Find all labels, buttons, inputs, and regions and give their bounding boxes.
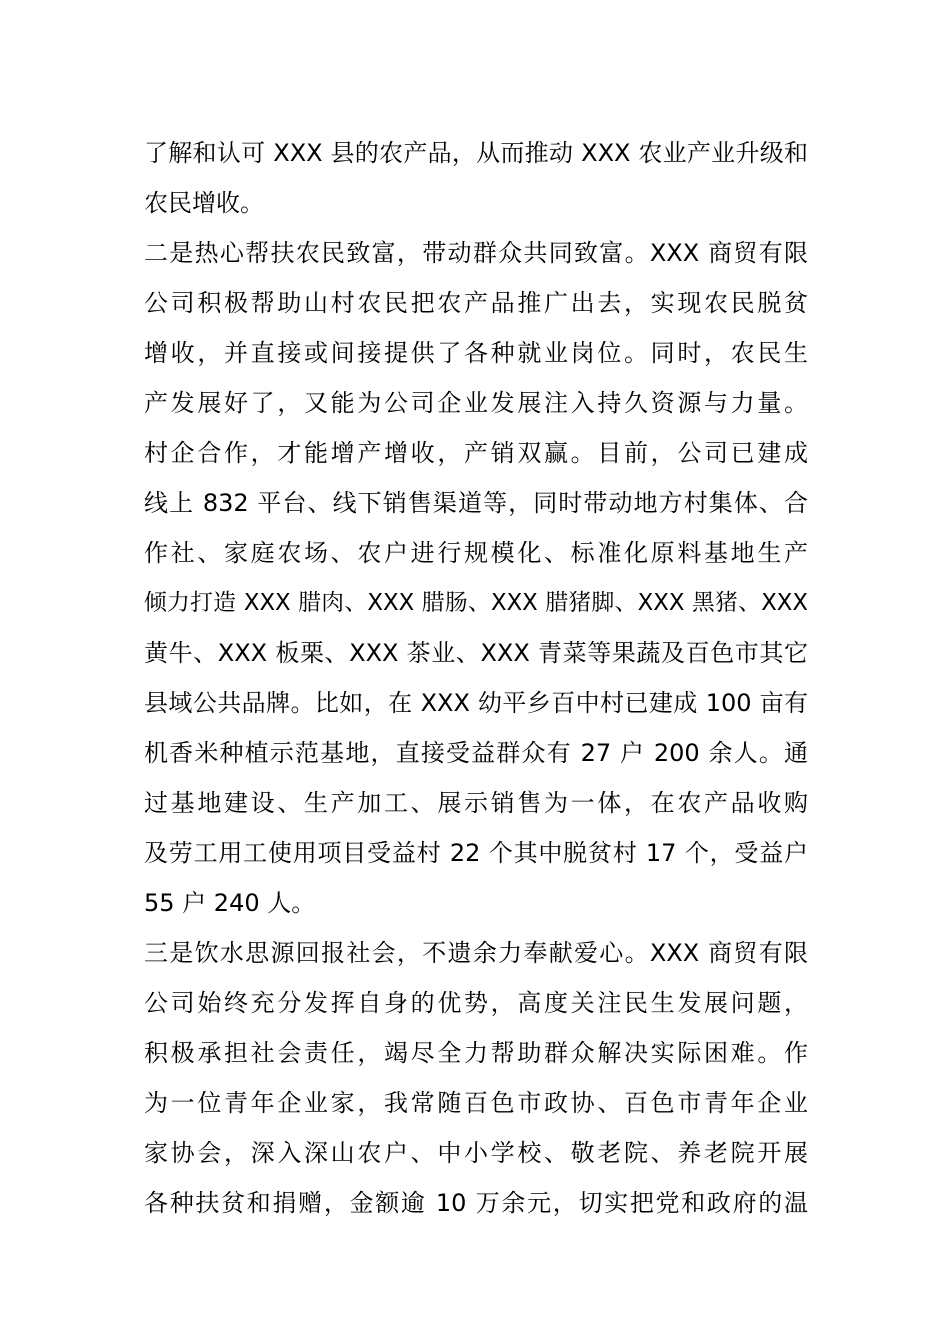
text-line: 公司积极帮助山村农民把农产品推广出去，实现农民脱贫 xyxy=(144,289,808,317)
text-line: 55 户 240 人。 xyxy=(144,889,316,917)
text-line: 家协会，深入深山农户、中小学校、敬老院、养老院开展 xyxy=(144,1139,808,1167)
text-line: 积极承担社会责任，竭尽全力帮助群众解决实际困难。作 xyxy=(144,1039,808,1067)
text-line: 作社、家庭农场、农户进行规模化、标准化原料基地生产 xyxy=(144,539,808,567)
text-line: 增收，并直接或间接提供了各种就业岗位。同时，农民生 xyxy=(144,339,808,367)
text-line: 各种扶贫和捐赠，金额逾 10 万余元，切实把党和政府的温 xyxy=(144,1189,808,1217)
text-line: 线上 832 平台、线下销售渠道等，同时带动地方村集体、合 xyxy=(144,489,808,517)
text-line: 黄牛、XXX 板栗、XXX 茶业、XXX 青菜等果蔬及百色市其它 xyxy=(144,639,808,667)
text-line: 县域公共品牌。比如，在 XXX 幼平乡百中村已建成 100 亩有 xyxy=(144,689,808,717)
text-line: 三是饮水思源回报社会，不遗余力奉献爱心。XXX 商贸有限 xyxy=(144,939,808,967)
text-line: 倾力打造 XXX 腊肉、XXX 腊肠、XXX 腊猪脚、XXX 黑猪、XXX xyxy=(144,590,808,616)
text-line: 了解和认可 XXX 县的农产品，从而推动 XXX 农业产业升级和 xyxy=(144,139,808,167)
text-line: 及劳工用工使用项目受益村 22 个其中脱贫村 17 个，受益户 xyxy=(144,839,808,867)
text-line: 为一位青年企业家，我常随百色市政协、百色市青年企业 xyxy=(144,1089,808,1117)
text-line: 产发展好了，又能为公司企业发展注入持久资源与力量。 xyxy=(144,389,808,417)
body-text xyxy=(144,128,808,1228)
text-line: 二是热心帮扶农民致富，带动群众共同致富。XXX 商贸有限 xyxy=(144,239,808,267)
text-line: 机香米种植示范基地，直接受益群众有 27 户 200 余人。通 xyxy=(144,739,808,767)
text-line: 农民增收。 xyxy=(144,189,264,217)
text-line: 公司始终充分发挥自身的优势，高度关注民生发展问题， xyxy=(144,989,808,1017)
text-line: 过基地建设、生产加工、展示销售为一体，在农产品收购 xyxy=(144,789,808,817)
text-line: 村企合作，才能增产增收，产销双赢。目前，公司已建成 xyxy=(144,439,808,467)
